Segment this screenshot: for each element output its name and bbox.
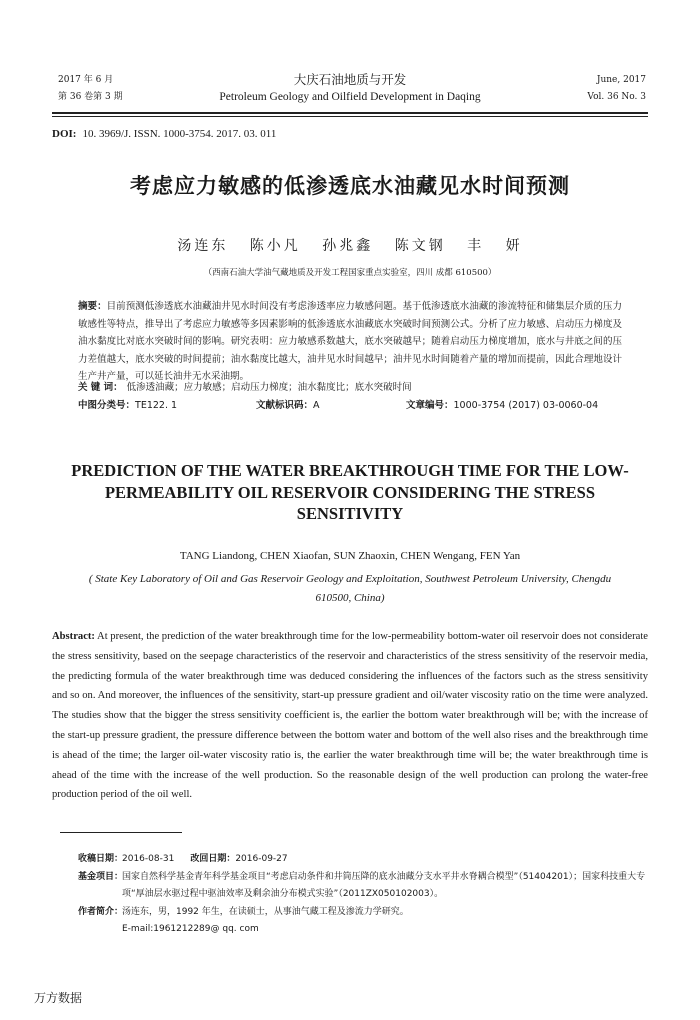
author-bio-value: 汤连东，男，1992 年生，在读硕士，从事油气藏工程及渗流力学研究。 xyxy=(122,906,409,917)
cn-abstract-text: 目前预测低渗透底水油藏油井见水时间没有考虑渗透率应力敏感问题。基于低渗透底水油藏的渗流特征和储集层介质的压力敏感性等特点，推导出了考虑应力敏感等多因素影响的低渗透底水油藏底水突破时间预测公式。分析了应力敏感、启动压力梯度及油水黏度比对底水突破时间的影响。研究表明：应力敏感系数越大，底水突破越早；随着启动压力梯度增加，底水与井底之间的压力差值越大，底水突破的时间提前；油水黏度比越大，油井见水时间越早；油井见水时间随着产量的增加而提前，因此合理地设计生产井产量，可以延长油井无水采油期。 xyxy=(78,301,622,383)
en-abstract-label: Abstract: xyxy=(52,631,95,642)
footnote-rule xyxy=(60,832,182,833)
database-watermark: 万方数据 xyxy=(34,991,83,1005)
article-no-value: 1000-3754 (2017) 03-0060-04 xyxy=(453,400,599,411)
author-email: E-mail:1961212289@ qq. com xyxy=(122,924,259,934)
clc-label: 中图分类号： xyxy=(78,400,136,411)
doc-code-value: A xyxy=(313,400,320,411)
journal-name-en: Petroleum Geology and Oilfield Development in Daqing xyxy=(219,91,481,103)
cn-paper-title: 考虑应力敏感的低渗透底水油藏见水时间预测 xyxy=(130,174,570,198)
header-date-en: June, 2017 xyxy=(596,75,646,85)
en-abstract-text: At present, the prediction of the water breakthrough time for the low-permeability bottom-water oil reservoir does not considerate the stress sensitivity, based on the seepage characteristics of the reservoir and characteristics of the stress sensitivity of the reservoir media, the predicting formula of the water breakthrough time was deduced considering the influences of the factors such as the stress sensitivity and so on. And moreover, the influences of the sensitivity, start-up pressure gradient and oil/water viscosity ratio on the time were analyzed. The studies show that the bigger the stress sensitivity coefficient is, the earlier the bottom water breakthrough will be; with the increase of the start-up pressure gradient, the pressure difference between the bottom water and bottom of the well also rises and the breakthrough time is ahead of the time; the larger oil-water viscosity ratio is, the earlier the water breakthrough time will be; the water breakthrough time is ahead of the time with the increase of the well production. So the reasonable design of the well production can prolong the water-free production period of the oil well. xyxy=(52,631,648,801)
journal-name-cn: 大庆石油地质与开发 xyxy=(293,73,407,87)
journal-name xyxy=(52,72,648,106)
cn-abstract-label: 摘要： xyxy=(78,301,107,312)
fund-label: 基金项目： xyxy=(78,871,124,882)
doc-code-label: 文献标识码： xyxy=(256,400,314,411)
running-head xyxy=(52,68,648,108)
cn-keywords xyxy=(78,379,622,397)
received-label: 收稿日期： xyxy=(78,854,124,864)
cn-authors: 汤连东 陈小凡 孙兆鑫 陈文钢 丰 妍 xyxy=(177,238,523,254)
document-code xyxy=(256,397,320,415)
clc-number xyxy=(78,397,177,415)
header-rule xyxy=(52,112,648,114)
header-date: 2017 年 6 月 xyxy=(58,75,114,85)
cn-affiliation: （西南石油大学油气藏地质及开发工程国家重点实验室，四川 成都 610500） xyxy=(203,268,497,278)
en-abstract xyxy=(52,627,648,805)
fund-value: 国家自然科学基金青年科学基金项目“考虑启动条件和井筒压降的底水油藏分支水平井水脊耦合模型”（51404201）；国家科技重大专项“厚油层水驱过程中驱油效率及剩余油分布模式实验”（2011ZX050102003）。 xyxy=(122,871,646,899)
article-no-label: 文章编号： xyxy=(406,400,454,411)
header-volume-issue-en: Vol. 36 No. 3 xyxy=(587,92,646,102)
footnote-author xyxy=(78,904,648,922)
received-value: 2016-08-31 xyxy=(122,854,175,864)
footnote-dates xyxy=(78,851,648,869)
clc-value: TE122. 1 xyxy=(135,400,178,411)
en-authors: TANG Liandong, CHEN Xiaofan, SUN Zhaoxin, CHEN Wengang, FEN Yan xyxy=(179,550,521,562)
en-affiliation: ( State Key Laboratory of Oil and Gas Reservoir Geology and Exploitation, Southwest Petroleum University, Chengdu 610500, China) xyxy=(88,573,612,604)
header-rule-thin xyxy=(52,116,648,117)
journal-date-volume-en xyxy=(587,72,646,106)
doi-line xyxy=(52,128,276,140)
cn-keywords-label: 关 键 词： xyxy=(78,382,123,393)
footnote-fund xyxy=(78,869,648,904)
revised-value: 2016-09-27 xyxy=(235,854,288,864)
article-number xyxy=(406,397,598,415)
footnotes xyxy=(78,851,648,939)
doi-value: 10. 3969/J. ISSN. 1000-3754. 2017. 03. 011 xyxy=(82,128,277,140)
doi-label: DOI: xyxy=(52,128,77,140)
cn-keywords-text: 低渗透油藏；应力敏感；启动压力梯度；油水黏度比；底水突破时间 xyxy=(126,382,412,393)
cn-abstract xyxy=(78,298,622,386)
author-bio-label: 作者简介： xyxy=(78,906,124,917)
footnote-email xyxy=(78,921,648,939)
header-volume-issue: 第 36 卷第 3 期 xyxy=(58,92,123,102)
revised-label: 改回日期： xyxy=(190,854,236,864)
en-paper-title: PREDICTION OF THE WATER BREAKTHROUGH TIME FOR THE LOW-PERMEABILITY OIL RESERVOIR CONSIDERING THE STRESS SENSITIVITY xyxy=(71,461,629,523)
